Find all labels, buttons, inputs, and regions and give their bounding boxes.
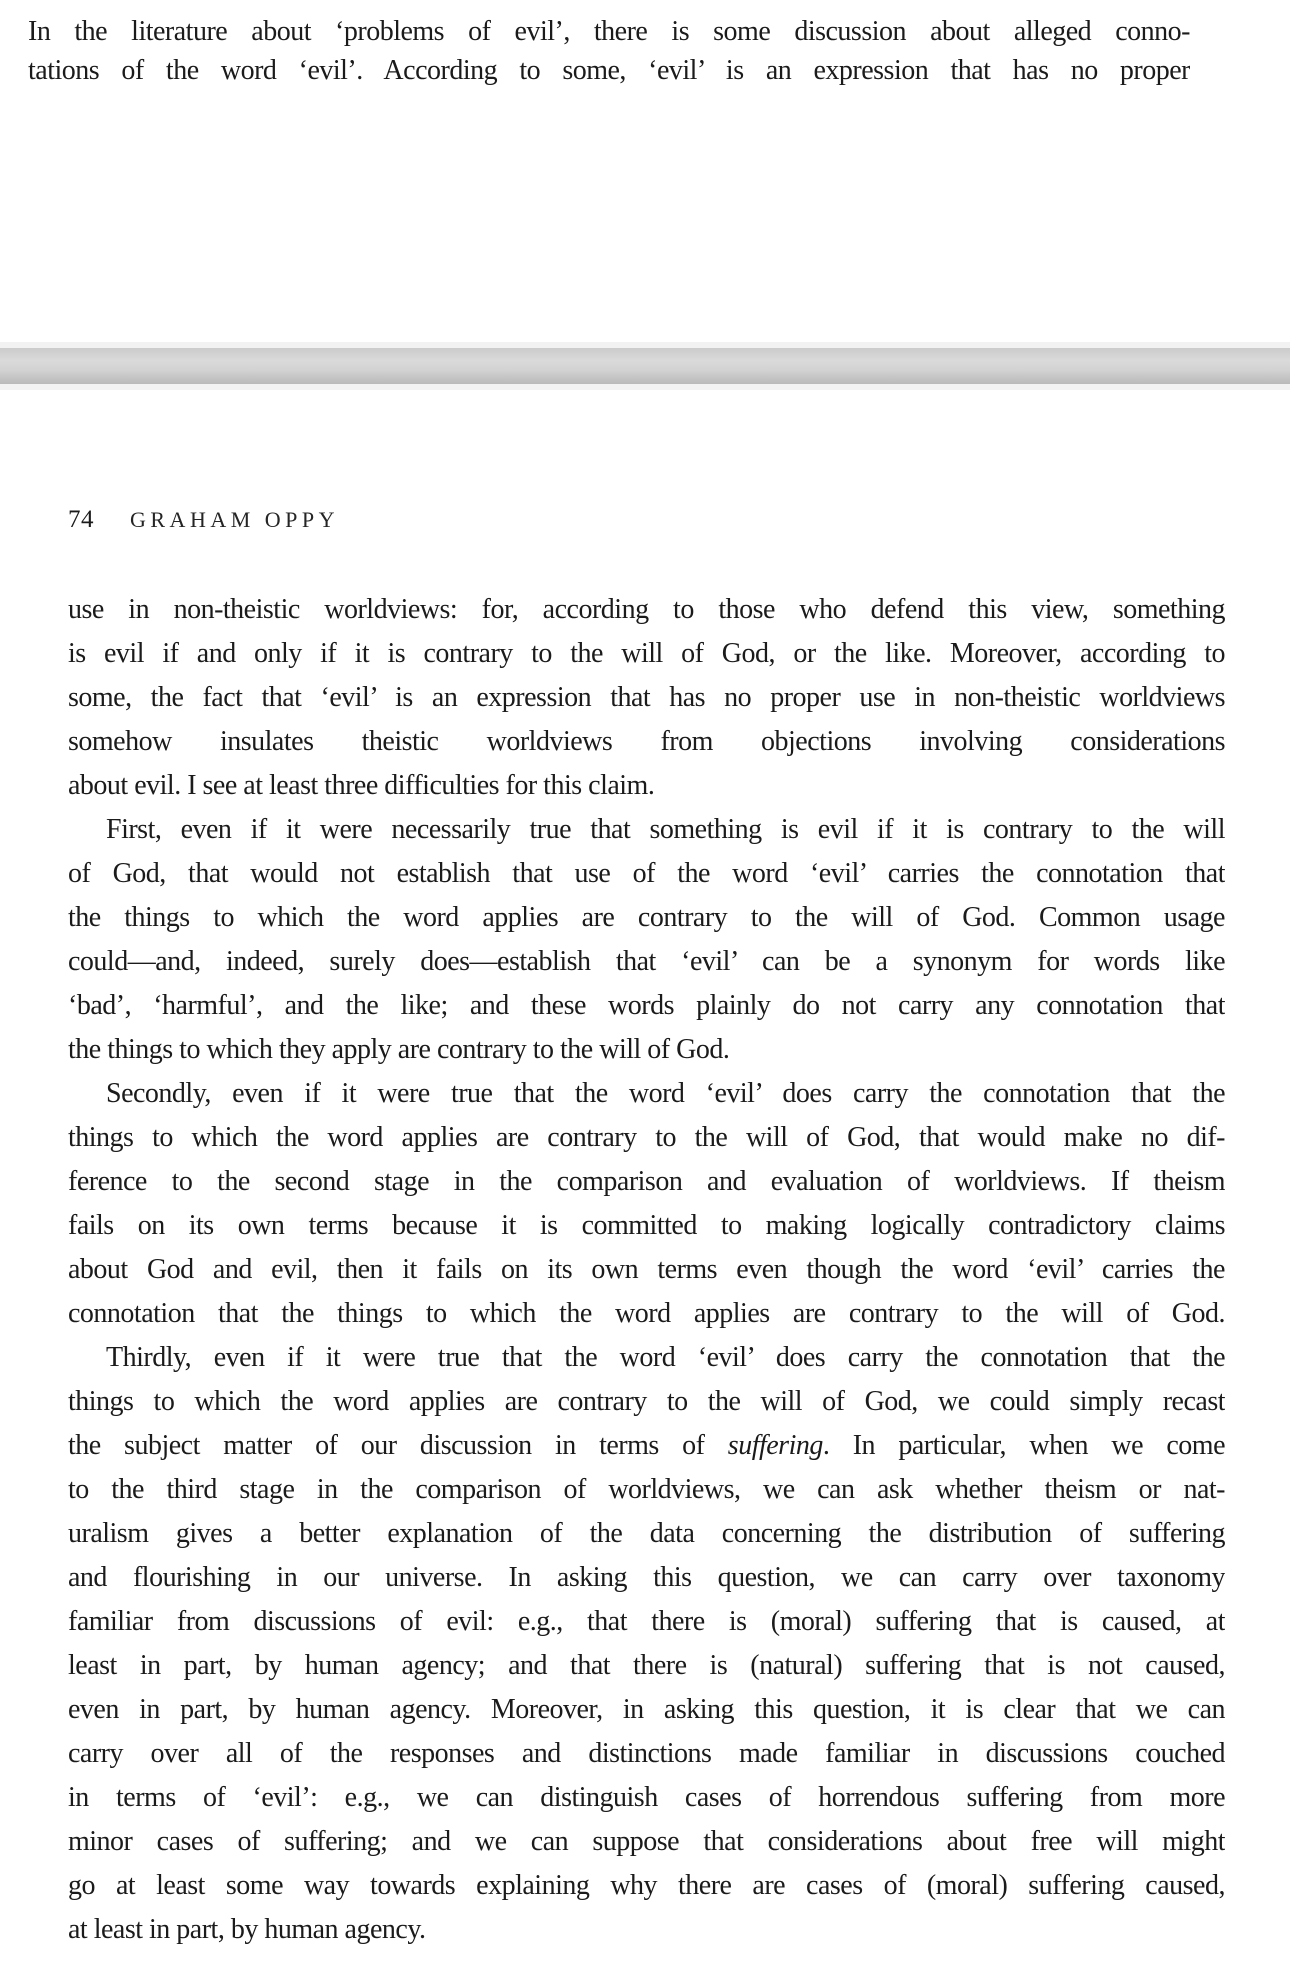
- text-line: go at least some way towards explaining why there are cases of (moral) suffering caused,: [68, 1870, 1225, 1901]
- text-line: even in part, by human agency. Moreover, in asking this question, it is clear that we can: [68, 1694, 1225, 1725]
- text-line: use in non-theistic worldviews: for, according to those who defend this view, something: [68, 594, 1225, 625]
- text-line: some, the fact that ‘evil’ is an expression that has no proper use in non-theistic worldviews: [68, 682, 1225, 713]
- text-line: minor cases of suffering; and we can suppose that considerations about free will might: [68, 1826, 1225, 1857]
- page-body-text: [68, 588, 1225, 1952]
- text-line: somehow insulates theistic worldviews from objections involving considerations: [68, 726, 1225, 757]
- text-line: uralism gives a better explanation of the data concerning the distribution of suffering: [68, 1518, 1225, 1549]
- text-line: in terms of ‘evil’: e.g., we can distinguish cases of horrendous suffering from more: [68, 1782, 1225, 1813]
- text-line: things to which the word applies are contrary to the will of God, we could simply recast: [68, 1386, 1225, 1417]
- text-line: the things to which the word applies are contrary to the will of God. Common usage: [68, 902, 1225, 933]
- text-line: Thirdly, even if it were true that the word ‘evil’ does carry the connotation that the: [106, 1342, 1225, 1373]
- text-line: tations of the word ‘evil’. According to some, ‘evil’ is an expression that has no proper: [28, 55, 1190, 86]
- running-head: GRAHAM OPPY: [130, 507, 340, 532]
- text-line: In the literature about ‘problems of evil’, there is some discussion about alleged conno-: [28, 16, 1190, 47]
- text-line: at least in part, by human agency.: [68, 1914, 426, 1945]
- previous-page-text: [28, 12, 1190, 90]
- text-line: ‘bad’, ‘harmful’, and the like; and these words plainly do not carry any connotation that: [68, 990, 1225, 1021]
- separator-bar: [0, 348, 1290, 384]
- text-line: First, even if it were necessarily true that something is evil if it is contrary to the will: [106, 814, 1225, 845]
- text-line: things to which the word applies are contrary to the will of God, that would make no dif-: [68, 1122, 1225, 1153]
- text-line: connotation that the things to which the word applies are contrary to the will of God.: [68, 1298, 1225, 1329]
- text-line: about God and evil, then it fails on its own terms even though the word ‘evil’ carries the: [68, 1254, 1225, 1285]
- page-header: [68, 506, 339, 542]
- text-line: could—and, indeed, surely does—establish that ‘evil’ can be a synonym for words like: [68, 946, 1225, 977]
- text-line: ference to the second stage in the comparison and evaluation of worldviews. If theism: [68, 1166, 1225, 1197]
- page-number: 74: [68, 506, 94, 533]
- text-line: fails on its own terms because it is committed to making logically contradictory claims: [68, 1210, 1225, 1241]
- text-line: and flourishing in our universe. In asking this question, we can carry over taxonomy: [68, 1562, 1225, 1593]
- text-line: familiar from discussions of evil: e.g., that there is (moral) suffering that is caused, at: [68, 1606, 1225, 1637]
- text-line: about evil. I see at least three difficulties for this claim.: [68, 770, 655, 801]
- text-line: to the third stage in the comparison of worldviews, we can ask whether theism or nat-: [68, 1474, 1225, 1505]
- page-separator: [0, 342, 1290, 390]
- text-line: the things to which they apply are contrary to the will of God.: [68, 1034, 730, 1065]
- text-line: carry over all of the responses and distinctions made familiar in discussions couched: [68, 1738, 1225, 1769]
- text-line: Secondly, even if it were true that the word ‘evil’ does carry the connotation that the: [106, 1078, 1225, 1109]
- text-line: of God, that would not establish that use of the word ‘evil’ carries the connotation that: [68, 858, 1225, 889]
- separator-edge-bottom: [0, 384, 1290, 390]
- text-line: the subject matter of our discussion in terms of suffering. In particular, when we come: [68, 1430, 1225, 1461]
- text-line: least in part, by human agency; and that there is (natural) suffering that is not caused,: [68, 1650, 1225, 1681]
- text-line: is evil if and only if it is contrary to the will of God, or the like. Moreover, according to: [68, 638, 1225, 669]
